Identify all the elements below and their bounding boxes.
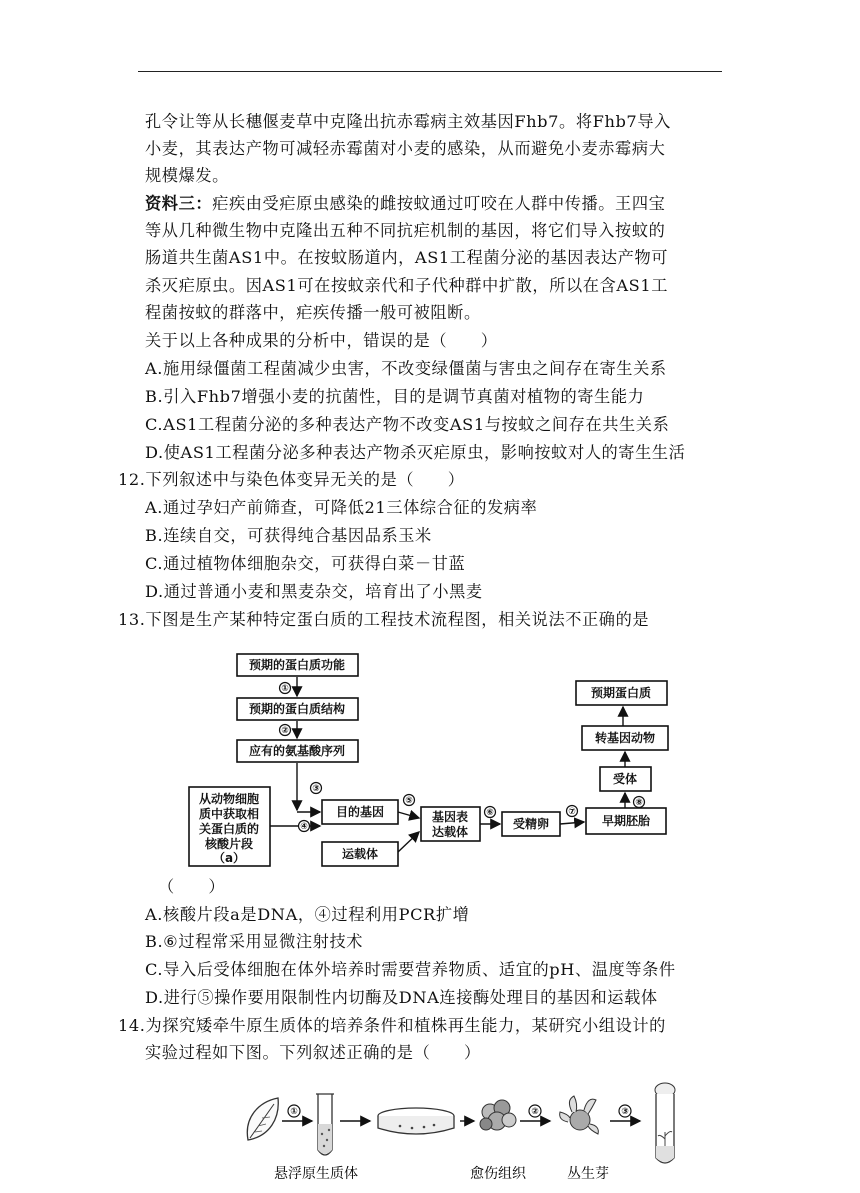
question-12-stem: 12.下列叙述中与染色体变异无关的是（ ） (118, 470, 465, 489)
question-13-stem: 13.下图是生产某种特定蛋白质的工程技术流程图，相关说法不正确的是 (118, 610, 650, 629)
text-line: 程菌按蚊的群落中，疟疾传播一般可被阻断。 (145, 303, 481, 322)
q13-option-d[interactable]: D.进行⑤操作要用限制性内切酶及DNA连接酶处理目的基因和运载体 (145, 988, 658, 1007)
question-14-stem-cont: 实验过程如下图。下列叙述正确的是（ ） (145, 1043, 481, 1062)
q12-option-b[interactable]: B.连续自交，可获得纯合基因品系玉米 (145, 526, 432, 545)
svg-text:（a）: （a） (212, 851, 246, 865)
q12-option-d[interactable]: D.通过普通小麦和黑麦杂交，培育出了小黑麦 (145, 582, 483, 601)
step-marker (280, 725, 291, 737)
svg-text:运载体: 运载体 (341, 847, 379, 861)
box-protein-function (237, 654, 358, 676)
svg-text:基因表: 基因表 (431, 810, 469, 824)
option-d[interactable]: D.使AS1工程菌分泌多种表达产物杀灭疟原虫，影响按蚊对人的寄生生活 (145, 443, 686, 462)
box-transgenic-animal (582, 726, 668, 750)
culture-tube-icon (655, 1083, 675, 1163)
box-expected-protein (576, 681, 667, 705)
material-3-line (145, 194, 665, 214)
svg-text:⑧: ⑧ (635, 798, 643, 808)
box-nucleic-acid-fragment-a (189, 787, 270, 866)
svg-text:⑥: ⑥ (486, 808, 494, 818)
answer-blank: （ ） (158, 877, 226, 896)
svg-text:③: ③ (621, 1107, 629, 1117)
label-buds: 丛生芽 (567, 1166, 609, 1182)
svg-text:②: ② (281, 726, 289, 736)
q12-option-a[interactable]: A.通过孕妇产前筛查，可降低21三体综合征的发病率 (145, 498, 538, 517)
svg-text:⑤: ⑤ (405, 796, 413, 806)
step-marker (404, 795, 415, 807)
svg-text:从动物细胞: 从动物细胞 (198, 792, 260, 806)
step-marker (619, 1105, 631, 1117)
box-expression-vector (421, 807, 480, 841)
step-marker (280, 683, 291, 695)
text-line: 等从几种微生物中克隆出五种不同抗疟机制的基因，将它们导入按蚊的 (145, 221, 666, 240)
svg-text:目的基因: 目的基因 (335, 805, 385, 819)
svg-text:核酸片段: 核酸片段 (204, 837, 254, 851)
svg-text:应有的氨基酸序列: 应有的氨基酸序列 (248, 744, 346, 758)
svg-text:③: ③ (312, 784, 320, 794)
label-protoplast: 悬浮原生质体 (274, 1166, 358, 1182)
svg-text:质中获取相: 质中获取相 (198, 807, 260, 821)
option-c[interactable]: C.AS1工程菌分泌的多种表达产物不改变AS1与按蚊之间存在共生关系 (145, 415, 670, 434)
bud-cluster-icon (560, 1096, 599, 1134)
text-line: 疟疾由受疟原虫感染的雌按蚊通过叮咬在人群中传播。王四宝 (212, 194, 666, 213)
text-line: 肠道共生菌AS1中。在按蚊肠道内，AS1工程菌分泌的基因表达产物可 (145, 248, 669, 267)
svg-text:预期的蛋白质结构: 预期的蛋白质结构 (248, 702, 346, 716)
step-marker (288, 1105, 300, 1117)
svg-text:受体: 受体 (612, 772, 638, 786)
svg-text:达载体: 达载体 (431, 825, 469, 839)
text-line: 规模爆发。 (145, 166, 229, 185)
step-marker (634, 797, 645, 809)
step-marker (567, 806, 578, 818)
petri-dish-icon (378, 1108, 454, 1134)
label-callus: 愈伤组织 (470, 1166, 526, 1182)
svg-text:②: ② (531, 1107, 539, 1117)
box-protein-structure (237, 698, 358, 720)
material-3-label: 资料三： (145, 194, 213, 213)
question-14-stem: 14.为探究矮牵牛原生质体的培养条件和植株再生能力，某研究小组设计的 (118, 1016, 666, 1035)
q13-option-c[interactable]: C.导入后受体细胞在体外培养时需要营养物质、适宜的pH、温度等条件 (145, 960, 676, 979)
q13-option-a[interactable]: A.核酸片段a是DNA，④过程利用PCR扩增 (145, 905, 470, 924)
svg-text:受精卵: 受精卵 (512, 817, 550, 831)
svg-text:早期胚胎: 早期胚胎 (601, 814, 651, 828)
option-b[interactable]: B.引入Fhb7增强小麦的抗菌性，目的是调节真菌对植物的寄生能力 (145, 387, 645, 406)
callus-icon (480, 1100, 516, 1130)
q12-option-c[interactable]: C.通过植物体细胞杂交，可获得白菜－甘蓝 (145, 554, 466, 573)
svg-text:转基因动物: 转基因动物 (594, 731, 656, 745)
step-marker (311, 783, 322, 795)
question-prompt: 关于以上各种成果的分析中，错误的是（ ） (145, 331, 498, 350)
test-tube-icon (316, 1094, 334, 1155)
step-marker (299, 821, 310, 833)
box-early-embryo (586, 808, 666, 834)
option-a[interactable]: A.施用绿僵菌工程菌减少虫害，不改变绿僵菌与害虫之间存在寄生关系 (145, 359, 667, 378)
step-marker (485, 807, 496, 819)
box-target-gene (322, 800, 398, 824)
box-recipient (600, 767, 651, 791)
svg-text:关蛋白质的: 关蛋白质的 (198, 822, 260, 836)
leaf-icon (247, 1098, 278, 1140)
svg-text:预期的蛋白质功能: 预期的蛋白质功能 (248, 658, 346, 672)
text-line: 小麦，其表达产物可减轻赤霉菌对小麦的感染，从而避免小麦赤霉病大 (145, 139, 666, 158)
svg-text:④: ④ (300, 822, 308, 832)
svg-text:①: ① (281, 684, 289, 694)
svg-text:预期蛋白质: 预期蛋白质 (590, 686, 652, 700)
svg-text:①: ① (290, 1107, 298, 1117)
svg-text:⑦: ⑦ (568, 807, 576, 817)
header-rule (138, 71, 722, 72)
q13-option-b[interactable]: B.⑥过程常采用显微注射技术 (145, 932, 364, 951)
protoplast-culture-diagram (230, 1078, 700, 1190)
box-fertilized-egg (502, 812, 560, 836)
step-marker (529, 1105, 541, 1117)
box-amino-acid-sequence (237, 740, 358, 762)
protein-engineering-flow-diagram (180, 645, 720, 875)
box-vector (322, 842, 398, 866)
text-line: 孔令让等从长穗偃麦草中克隆出抗赤霉病主效基因Fhb7。将Fhb7导入 (145, 112, 671, 131)
text-line: 杀灭疟原虫。因AS1可在按蚊亲代和子代种群中扩散，所以在含AS1工 (145, 276, 669, 295)
